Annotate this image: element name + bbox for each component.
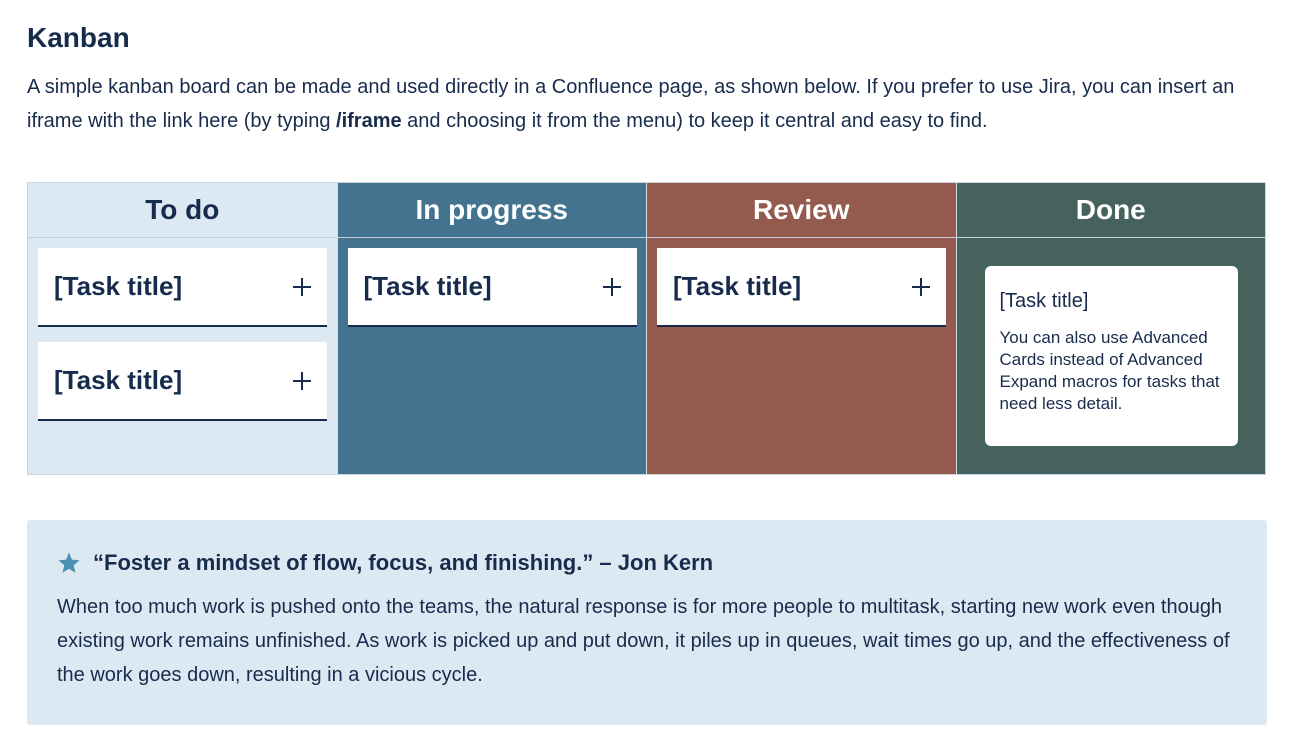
quote-body: When too much work is pushed onto the teams, the natural response is for more people to multitask, starting new work even though existing work remains unfinished. As work is picked up and put down, it piles up in queues, wait times go up, and the effectiveness of the work goes down, resulting in a vicious cycle. xyxy=(57,596,1230,686)
task-card-title: [Task title] xyxy=(54,365,183,395)
advanced-card[interactable] xyxy=(985,266,1238,446)
quote-title: “Foster a mindset of flow, focus, and finishing.” – Jon Kern xyxy=(93,550,714,575)
intro-paragraph xyxy=(27,70,1267,138)
task-card[interactable] xyxy=(38,248,327,327)
column-done xyxy=(957,183,1266,474)
quote-header xyxy=(57,550,1237,576)
quote-panel xyxy=(27,520,1267,725)
column-to-do xyxy=(28,183,338,474)
star-icon xyxy=(57,551,81,575)
column-header-review: Review xyxy=(647,183,956,238)
plus-icon[interactable] xyxy=(293,372,311,390)
column-header-to-do: To do xyxy=(28,183,337,238)
task-card-title: [Task title] xyxy=(673,271,802,301)
task-card[interactable] xyxy=(348,248,637,327)
plus-icon[interactable] xyxy=(912,278,930,296)
advanced-card-title: [Task title] xyxy=(999,290,1089,312)
task-card[interactable] xyxy=(657,248,946,327)
plus-icon[interactable] xyxy=(293,278,311,296)
intro-text-end: and choosing it from the menu) to keep it central and easy to find. xyxy=(401,110,988,132)
kanban-board xyxy=(27,182,1266,475)
intro-iframe-command: /iframe xyxy=(336,110,402,132)
plus-icon[interactable] xyxy=(603,278,621,296)
intro-text-start: A simple kanban board can be made and used directly in a Confluence page, as shown below. If you prefer to use Jira, you can insert an iframe with the link here (by typing xyxy=(27,76,1235,132)
task-card-title: [Task title] xyxy=(54,271,183,301)
task-card[interactable] xyxy=(38,342,327,421)
column-header-in-progress: In progress xyxy=(338,183,647,238)
page-heading: Kanban xyxy=(27,22,130,53)
column-header-done: Done xyxy=(957,183,1266,238)
column-review xyxy=(647,183,957,474)
advanced-card-body: You can also use Advanced Cards instead of Advanced Expand macros for tasks that need less detail. xyxy=(999,328,1220,413)
task-card-title: [Task title] xyxy=(363,271,492,301)
column-in-progress xyxy=(338,183,648,474)
